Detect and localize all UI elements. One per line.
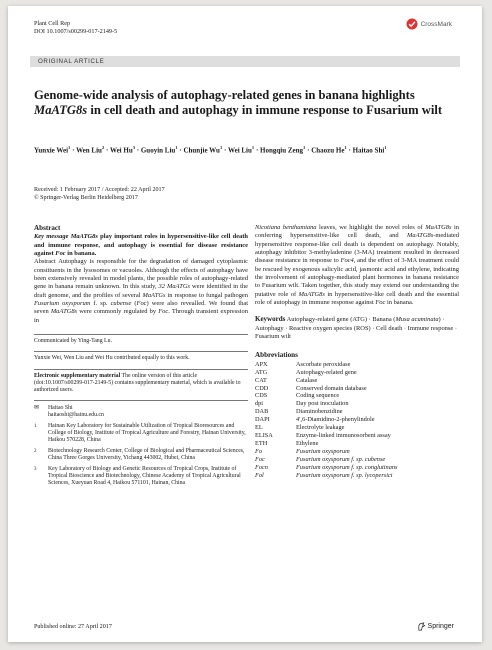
supplementary-note: Electronic supplementary material The online version of this article (doi:10.1007/s00299-017-2149-5) contains supplementary material, which is available to authorized users. xyxy=(34,372,241,393)
publisher-name: Springer xyxy=(427,623,454,630)
journal-header xyxy=(34,20,117,35)
author-name[interactable]: Wei Hu xyxy=(109,146,133,155)
author-affiliation-mark: 1 xyxy=(251,145,255,150)
abbreviation-row xyxy=(255,400,397,408)
abbreviation-definition: Conserved domain database xyxy=(296,384,367,392)
crossmark-icon xyxy=(406,18,418,30)
abbreviation-term: DAPI xyxy=(255,416,270,424)
abbreviations-table xyxy=(255,361,397,480)
left-column xyxy=(34,224,248,487)
abbreviation-definition: Fusarium oxysporum f. sp. lycopersici xyxy=(296,471,393,479)
abbreviation-term: Focn xyxy=(255,463,268,471)
abbreviation-definition: Fusarium oxysporum xyxy=(296,447,350,455)
abbreviation-term: Foc xyxy=(255,455,265,463)
abbreviation-definition: Enzyme-linked immunosorbent assay xyxy=(296,431,391,439)
abbreviation-row xyxy=(255,424,397,432)
keywords: Keywords Autophagy-related gene (ATG) · Banana (Musa acuminata) · Autophagy · Reactive oxygen species (ROS) · Cell death · Immune response · Fusarium wilt xyxy=(255,315,458,341)
author-affiliation-mark: 1 xyxy=(303,145,306,150)
abbreviations-section xyxy=(255,351,459,479)
abbreviation-term: ATG xyxy=(255,368,268,376)
author-affiliation-mark: 1 xyxy=(344,145,347,150)
key-message: Key message MaATG8s play important roles in hypersensitive-like cell death and immune response, and autophagy is essential for disease resistance against Foc in banana. xyxy=(34,233,249,258)
abbreviation-row xyxy=(255,456,397,464)
author-affiliation-mark: 1 xyxy=(219,145,223,150)
abbreviation-definition: Catalase xyxy=(296,376,318,384)
abbreviation-term: Fol xyxy=(255,471,264,479)
abbreviation-row xyxy=(255,448,397,456)
author-name[interactable]: Guoyin Liu xyxy=(140,146,176,155)
springer-horse-icon xyxy=(417,622,426,631)
abbreviation-term: CAT xyxy=(255,376,267,384)
affiliation-number: 3 xyxy=(34,467,37,473)
abbreviation-definition: Ethylene xyxy=(296,439,319,447)
author-name[interactable]: Chaozu He xyxy=(311,146,345,155)
affiliation-text: Hainan Key Laboratory for Sustainable Utilization of Tropical Bioresources and College of Biology, Institute of Tropical Agriculture and Forestry, Hainan University, Haikou 570228, China xyxy=(48,423,246,444)
article-title xyxy=(34,88,454,117)
affiliation-text: Key Laboratory of Biology and Genetic Resources of Tropical Crops, Institute of Tropical Bioscience and Biotechnology, Chinese Academy of Tropical Agricultural Sciences, Xueyuan Road 4, Haikou 571101, Hainan, China xyxy=(48,466,241,487)
author-name[interactable]: Chunjie Wu xyxy=(183,146,220,155)
abbreviation-row xyxy=(255,361,397,369)
divider xyxy=(34,369,248,370)
abbreviation-definition: Diaminobenzidine xyxy=(296,408,343,416)
abbreviation-definition: Autophagy-related gene xyxy=(296,368,357,376)
abstract-text-right: Nicotiana benthamiana leaves, we highlight the novel roles of MaATG8s in conferring hypersensitive-like cell death, and MaATG8s-mediated hypersensitive response-like cell death is dependent on autophagy. Notably, autophagy inhibitor 3-methyladenine (3-MA) treatment resulted in decreased disease resistance in response to Foc4, and the effect of 3-MA treatment could be rescued by exogenous salicylic acid, jasmonic acid and ethylene, indicating the involvement of autophagy-mediated plant hormones in banana resistance to Fusarium wilt. Taken together, this study may extend our understanding the putative role of MaATG8s in hypersensitive-like cell death and the essential role of autophagy in immune response against Foc in banana. xyxy=(255,224,459,307)
corresponding-author: Haitao Shi xyxy=(48,405,73,412)
paper-page xyxy=(8,6,482,642)
abbreviation-definition: Coding sequence xyxy=(296,392,340,400)
abbreviation-definition: Electrolyte leakage xyxy=(296,424,345,432)
abbreviation-definition: Fusarium oxysporum f. sp. cubense xyxy=(296,455,386,463)
divider xyxy=(34,400,248,401)
author-affiliation-mark: 3 xyxy=(132,145,136,150)
correspondence xyxy=(34,405,248,419)
abbreviation-term: ETH xyxy=(255,439,268,447)
author-affiliation-mark: 1 xyxy=(384,145,387,150)
abbreviation-row xyxy=(255,369,397,377)
author-affiliation-mark: 1 xyxy=(175,145,178,150)
abbreviation-row xyxy=(255,432,397,440)
abbreviation-term: APX xyxy=(255,360,268,368)
abbreviation-row xyxy=(255,377,397,385)
divider xyxy=(34,351,248,352)
publisher-logo xyxy=(417,622,454,631)
abbreviation-term: Fo xyxy=(255,447,262,455)
title-gene: MaATG8s xyxy=(34,102,88,117)
copyright: © Springer-Verlag Berlin Heidelberg 2017 xyxy=(34,194,138,201)
abbreviation-definition: Fusarium oxysporum f. sp. conglutinans xyxy=(296,463,398,471)
equal-contribution-note: Yunxie Wei, Wen Liu and Wei Hu contributed equally to this work. xyxy=(34,355,190,362)
author-affiliation-mark: 2 xyxy=(101,145,105,150)
abbreviation-row xyxy=(255,464,397,472)
abbreviation-definition: 4′,6-Diamidino-2-phenylindole xyxy=(296,416,375,424)
envelope-icon: ✉ xyxy=(34,405,39,412)
abbreviation-term: CDD xyxy=(255,384,269,392)
doi: DOI 10.1007/s00299-017-2149-5 xyxy=(34,27,118,35)
abbreviation-term: CDS xyxy=(255,392,268,400)
communicated-by: Communicated by Ying-Tang Lu. xyxy=(34,338,112,345)
article-type-bar: ORIGINAL ARTICLE xyxy=(30,56,460,67)
affiliation-text: Biotechnology Research Center, College of Biological and Pharmaceutical Sciences, China Three Gorges University, Yichang 443002, Hubei, China xyxy=(48,448,245,462)
abstract-text-left: Abstract Autophagy is responsible for the degradation of damaged cytoplasmic constituents in the lysosomes or vacuoles. Although the effects of autophagy have been extensively revealed in model plants, the possible roles of autophagy-related gene in banana remain unknown. In this study, 32 MaATGs were identified in the draft genome, and the profiles of several MaATGs in response to fungal pathogen Fusarium oxysporum f. sp. cubense (Foc) were also revealled. We found that seven MaATG8s were commonly regulated by Foc. Through transient expression in xyxy=(34,258,248,324)
author-name[interactable]: Wei Liu xyxy=(227,146,252,155)
abbreviation-definition: Ascorbate peroxidase xyxy=(296,360,351,368)
right-column xyxy=(255,224,459,479)
author-name[interactable]: Hongqiu Zeng xyxy=(260,146,304,155)
received-date: Received: 1 February 2017 / Accepted: 22 April 2017 xyxy=(34,187,165,193)
corresponding-email[interactable]: haitaoshi@hainu.edu.cn xyxy=(48,412,104,419)
abbreviation-term: ELISA xyxy=(255,431,273,439)
crossmark-label: CrossMark xyxy=(420,20,452,28)
author-name[interactable]: Yunxie Wei xyxy=(34,146,69,155)
affiliation-list xyxy=(34,423,248,487)
abbreviation-term: dpi xyxy=(255,400,264,408)
author-name[interactable]: Wen Liu xyxy=(76,146,102,155)
abbreviations-heading: Abbreviations xyxy=(255,351,298,360)
divider xyxy=(34,334,248,335)
abbreviation-term: EL xyxy=(255,424,263,432)
published-date: Published online: 27 April 2017 xyxy=(34,624,112,630)
affiliation-number: 2 xyxy=(34,449,37,455)
author-list: Yunxie Wei$^1$ · Wen Liu$^2$ · Wei $Hu^3$ · Guoyin Liu$^1$ · Chunjie $Wu^1$ · Wei Liu$^1$ · Hongqiu Zeng$^1$ · Chaozu $He^1$ · Haitao Shi$^1$ xyxy=(34,145,387,155)
abstract-heading: Abstract xyxy=(34,224,61,232)
abbreviation-row xyxy=(255,408,397,416)
abbreviation-row xyxy=(255,392,397,400)
author-affiliation-mark: 1 xyxy=(68,145,71,150)
abbreviation-row xyxy=(255,416,397,424)
affiliation-item xyxy=(34,423,248,444)
abbreviation-definition: Day post inoculation xyxy=(296,400,349,408)
journal-name: Plant Cell Rep xyxy=(34,20,71,27)
abbreviation-row xyxy=(255,385,397,393)
article-dates xyxy=(34,187,165,203)
title-text: Genome-wide analysis of autophagy-related genes in banana highlights xyxy=(34,88,415,102)
author-name[interactable]: Haitao Shi xyxy=(352,146,385,155)
affiliation-number: 1 xyxy=(34,424,37,430)
affiliation-item xyxy=(34,448,248,462)
abbreviation-row xyxy=(255,440,397,448)
abbreviation-term: DAB xyxy=(255,408,269,416)
affiliation-item xyxy=(34,466,248,487)
title-text-end: in cell death and autophagy in immune response to Fusarium wilt xyxy=(87,102,443,117)
crossmark-badge[interactable] xyxy=(406,18,452,30)
abbreviation-row xyxy=(255,472,397,480)
